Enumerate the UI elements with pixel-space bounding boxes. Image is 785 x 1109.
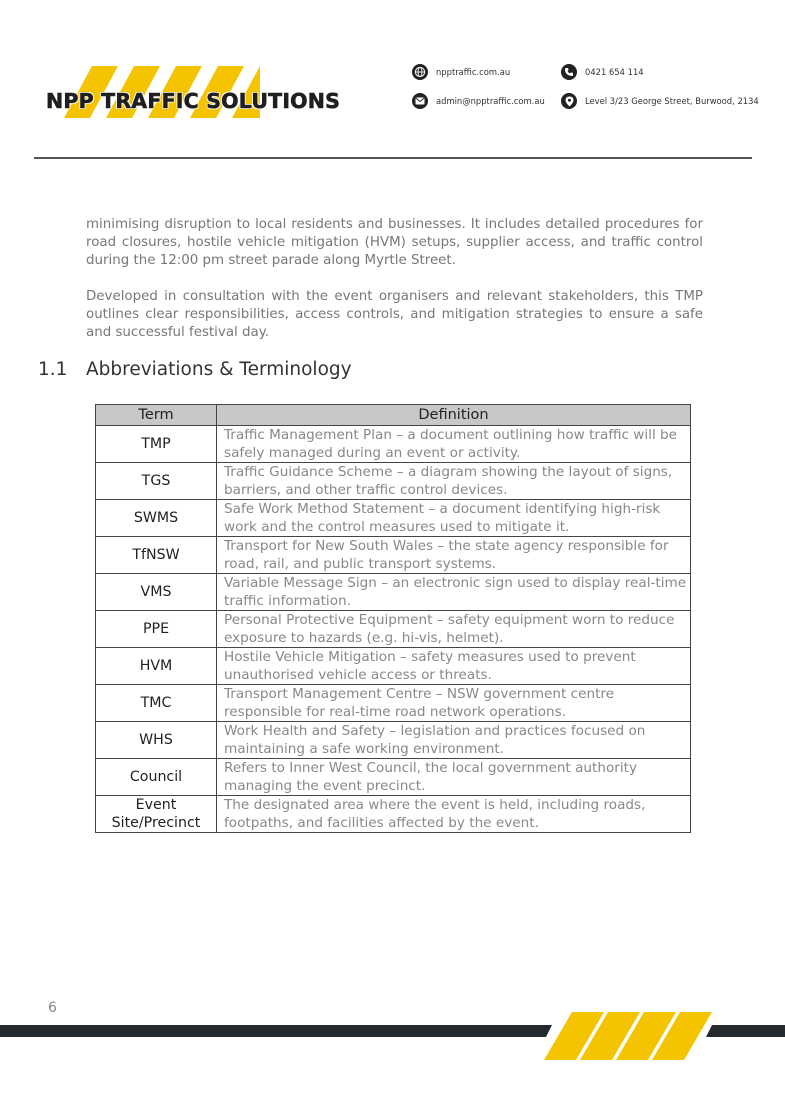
term-cell: PPE <box>96 611 217 648</box>
table-row <box>96 611 691 648</box>
term-cell: WHS <box>96 722 217 759</box>
term-cell: Council <box>96 759 217 796</box>
intro-paragraph: minimising disruption to local residents and businesses. It includes detailed procedures for road closures, hostile vehicle mitigation (HVM) setups, supplier access, and traffic control during the 12:00 pm street parade along Myrtle Street. <box>86 217 703 268</box>
footer-stripe-band <box>0 1008 785 1063</box>
term-cell: Event Site/Precinct <box>96 796 217 833</box>
definition-cell: Refers to Inner West Council, the local government authority managing the event precinct. <box>217 759 691 796</box>
globe-icon <box>412 64 428 80</box>
column-header-term: Term <box>96 405 217 426</box>
header-divider <box>34 157 752 159</box>
definition-cell: Transport Management Centre – NSW government centre responsible for real-time road network operations. <box>217 685 691 722</box>
section-title: Abbreviations & Terminology <box>86 359 352 380</box>
section-number: 1.1 <box>38 359 68 380</box>
term-cell: TMC <box>96 685 217 722</box>
definition-cell: Variable Message Sign – an electronic sign used to display real-time traffic information. <box>217 574 691 611</box>
phone-icon <box>561 64 577 80</box>
term-cell: SWMS <box>96 500 217 537</box>
location-pin-icon <box>561 93 577 109</box>
column-header-definition: Definition <box>217 405 691 426</box>
term-cell: TfNSW <box>96 537 217 574</box>
definition-cell: The designated area where the event is held, including roads, footpaths, and facilities affected by the event. <box>217 796 691 833</box>
definition-cell: Traffic Management Plan – a document outlining how traffic will be safely managed during an event or activity. <box>217 426 691 463</box>
definition-cell: Work Health and Safety – legislation and practices focused on maintaining a safe working environment. <box>217 722 691 759</box>
table-row <box>96 500 691 537</box>
table-row <box>96 463 691 500</box>
abbreviations-table <box>95 404 691 833</box>
website-text: npptraffic.com.au <box>436 67 511 77</box>
table-header-row <box>96 405 691 426</box>
table-row <box>96 685 691 722</box>
page-number: 6 <box>48 1000 57 1016</box>
contact-website[interactable] <box>412 64 510 80</box>
mail-icon <box>412 93 428 109</box>
table-row <box>96 759 691 796</box>
term-cell: TMP <box>96 426 217 463</box>
contact-phone[interactable] <box>561 64 644 80</box>
contact-address <box>561 93 759 109</box>
address-text: Level 3/23 George Street, Burwood, 2134 <box>585 96 759 106</box>
contact-email[interactable] <box>412 93 545 109</box>
company-logo-text: NPP TRAFFIC SOLUTIONS <box>46 89 341 113</box>
table-row <box>96 722 691 759</box>
table-row <box>96 426 691 463</box>
definition-cell: Transport for New South Wales – the state agency responsible for road, rail, and public transport systems. <box>217 537 691 574</box>
term-cell: TGS <box>96 463 217 500</box>
term-cell: HVM <box>96 648 217 685</box>
section-heading <box>38 359 352 380</box>
table-row <box>96 537 691 574</box>
definition-cell: Safe Work Method Statement – a document identifying high-risk work and the control measures used to mitigate it. <box>217 500 691 537</box>
table-row <box>96 574 691 611</box>
term-cell: VMS <box>96 574 217 611</box>
definition-cell: Traffic Guidance Scheme – a diagram showing the layout of signs, barriers, and other traffic control devices. <box>217 463 691 500</box>
email-text: admin@npptraffic.com.au <box>436 96 545 106</box>
definition-cell: Personal Protective Equipment – safety equipment worn to reduce exposure to hazards (e.g. hi-vis, helmet). <box>217 611 691 648</box>
phone-text: 0421 654 114 <box>585 67 644 77</box>
summary-paragraph: Developed in consultation with the event organisers and relevant stakeholders, this TMP outlines clear responsibilities, access controls, and mitigation strategies to ensure a safe and successful festival day. <box>86 289 703 340</box>
definition-cell: Hostile Vehicle Mitigation – safety measures used to prevent unauthorised vehicle access or threats. <box>217 648 691 685</box>
table-row <box>96 796 691 833</box>
table-row <box>96 648 691 685</box>
